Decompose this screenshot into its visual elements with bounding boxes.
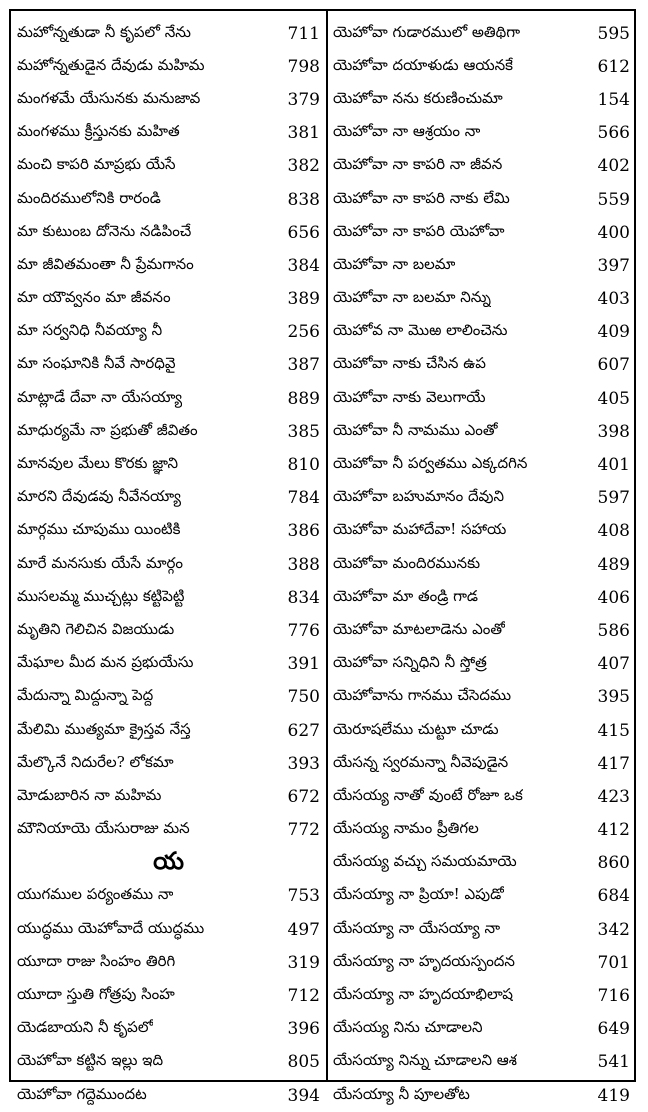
song-number: 489 bbox=[597, 554, 630, 575]
song-title: మంగళమే యేసునకు మనుజావ bbox=[17, 88, 201, 107]
index-entry bbox=[333, 581, 630, 614]
index-entry bbox=[17, 648, 320, 681]
index-entry bbox=[333, 17, 630, 50]
index-entry bbox=[17, 415, 320, 448]
song-title: మంచి కాపరి మాప్రభు యేసే bbox=[17, 155, 176, 174]
song-title: మేల్కొనే నిదురేల? లోకమా bbox=[17, 752, 174, 771]
song-number: 860 bbox=[597, 853, 630, 874]
index-entry bbox=[17, 515, 320, 548]
index-entry bbox=[17, 614, 320, 647]
song-number: 407 bbox=[597, 654, 630, 675]
song-title: మేఘాల మీద మన ప్రభుయేసు bbox=[17, 653, 194, 672]
index-entry bbox=[333, 515, 630, 548]
song-number: 419 bbox=[597, 1085, 630, 1106]
index-entry bbox=[333, 847, 630, 880]
index-entry bbox=[17, 117, 320, 150]
song-title: యూదా స్తుతి గోత్రపు సింహ bbox=[17, 985, 175, 1004]
song-number: 701 bbox=[597, 952, 630, 973]
index-entry bbox=[17, 548, 320, 581]
index-entry bbox=[333, 1013, 630, 1046]
index-entry bbox=[17, 283, 320, 316]
index-entry bbox=[17, 482, 320, 515]
index-entry bbox=[333, 349, 630, 382]
song-number: 406 bbox=[597, 587, 630, 608]
song-title: యెహోవా నాకు వెలుగాయే bbox=[333, 387, 486, 406]
index-entry bbox=[17, 814, 320, 847]
song-title: యెరూషలేము చుట్టూ చూడు bbox=[333, 719, 499, 738]
song-title: యేసయ్య నాతో వుంటే రోజూ ఒక bbox=[333, 785, 523, 804]
song-number: 798 bbox=[287, 56, 320, 77]
song-number: 342 bbox=[597, 919, 630, 940]
song-number: 656 bbox=[287, 222, 320, 243]
index-entry bbox=[333, 946, 630, 979]
song-title: యుగముల పర్యంతము నా bbox=[17, 885, 174, 904]
index-entry bbox=[333, 614, 630, 647]
song-number: 672 bbox=[287, 786, 320, 807]
index-entry bbox=[17, 150, 320, 183]
song-number: 612 bbox=[597, 56, 630, 77]
song-title: యెహోవా నను కరుణించుమా bbox=[333, 88, 503, 107]
index-entry bbox=[333, 880, 630, 913]
song-title: యేసన్న స్వరమన్నా నీవెపుడైన bbox=[333, 752, 509, 771]
song-number: 388 bbox=[287, 554, 320, 575]
song-title: యెహోవా నాకు చేసిన ఉప bbox=[333, 354, 486, 373]
song-number: 776 bbox=[287, 620, 320, 641]
index-entry bbox=[333, 780, 630, 813]
index-entry bbox=[333, 150, 630, 183]
song-number: 412 bbox=[597, 820, 630, 841]
song-number: 397 bbox=[597, 255, 630, 276]
song-number: 154 bbox=[597, 89, 630, 110]
index-entry bbox=[333, 117, 630, 150]
index-entry bbox=[333, 747, 630, 780]
column-divider bbox=[326, 11, 328, 1080]
song-number: 402 bbox=[597, 156, 630, 177]
song-number: 415 bbox=[597, 720, 630, 741]
song-title: మందిరములోనికి రారండి bbox=[17, 188, 161, 207]
song-number: 391 bbox=[287, 654, 320, 675]
song-number: 401 bbox=[597, 455, 630, 476]
song-title: యెహోవాను గానము చేసెదము bbox=[333, 686, 512, 705]
song-title: మహోన్నతుడా నీ కృపలో నేను bbox=[17, 22, 191, 41]
song-title: మార్గము చూపుము యింటికి bbox=[17, 520, 181, 539]
index-entry bbox=[333, 316, 630, 349]
song-number: 417 bbox=[597, 753, 630, 774]
song-title: యేసయ్యా నా హృదయాభిలాష bbox=[333, 985, 513, 1004]
song-title: యెహోవా నా కాపరి యెహోవా bbox=[333, 221, 505, 240]
song-title: యెహోవా కట్టిన ఇల్లు ఇది bbox=[17, 1051, 164, 1070]
song-number: 379 bbox=[287, 89, 320, 110]
index-entry bbox=[17, 448, 320, 481]
song-number: 711 bbox=[287, 23, 320, 44]
index-entry bbox=[17, 1013, 320, 1046]
index-entry bbox=[17, 1079, 320, 1112]
song-number: 889 bbox=[287, 388, 320, 409]
song-number: 541 bbox=[597, 1052, 630, 1073]
index-entry bbox=[333, 283, 630, 316]
song-number: 497 bbox=[287, 919, 320, 940]
index-entry bbox=[17, 581, 320, 614]
song-title: యెహోవా సన్నిధిని నీ స్తోత్ర bbox=[333, 653, 487, 672]
index-entry bbox=[17, 83, 320, 116]
index-entry bbox=[333, 382, 630, 415]
index-entry bbox=[17, 913, 320, 946]
song-title: యెహోవా మందిరమునకు bbox=[333, 553, 481, 572]
song-number: 387 bbox=[287, 355, 320, 376]
song-number: 595 bbox=[597, 23, 630, 44]
song-title: యేసయ్యా నిన్ను చూడాలని ఆశ bbox=[333, 1051, 517, 1070]
index-entry bbox=[17, 880, 320, 913]
song-number: 382 bbox=[287, 156, 320, 177]
index-entry bbox=[17, 183, 320, 216]
index-entry bbox=[333, 50, 630, 83]
song-number: 684 bbox=[597, 886, 630, 907]
index-entry bbox=[333, 482, 630, 515]
song-number: 256 bbox=[287, 322, 320, 343]
song-title: యెహోవా మహాదేవా! సహాయ bbox=[333, 520, 507, 539]
song-title: మా సంఘానికి నీవే సారధివై bbox=[17, 354, 176, 373]
index-table bbox=[9, 9, 636, 1106]
song-title: మేదున్నా మిద్దున్నా పెద్ద bbox=[17, 686, 154, 705]
song-number: 586 bbox=[597, 620, 630, 641]
index-entry bbox=[333, 681, 630, 714]
song-title: మంగళము క్రీస్తునకు మహిత bbox=[17, 122, 180, 141]
song-number: 395 bbox=[597, 687, 630, 708]
song-title: మౌనియాయె యేసురాజు మన bbox=[17, 819, 190, 838]
index-entry bbox=[17, 1046, 320, 1079]
song-title: మారే మనసుకు యేసే మార్గం bbox=[17, 553, 184, 572]
song-title: యెహోవా మా తండ్రి గాడ bbox=[333, 586, 479, 605]
song-number: 772 bbox=[287, 820, 320, 841]
song-title: మా జీవితమంతా నీ ప్రేమగానం bbox=[17, 254, 194, 273]
index-entry bbox=[333, 83, 630, 116]
song-title: మహోన్నతుడైన దేవుడు మహిమ bbox=[17, 55, 205, 74]
song-number: 716 bbox=[597, 986, 630, 1007]
song-title: యెడబాయని నీ కృపలో bbox=[17, 1018, 154, 1037]
song-number: 386 bbox=[287, 521, 320, 542]
song-title: యేసయ్యా నా ప్రియా! ఎపుడో bbox=[333, 885, 504, 904]
song-number: 838 bbox=[287, 189, 320, 210]
song-title: యెహోవా నీ పర్వతము ఎక్కదగిన bbox=[333, 454, 528, 473]
index-entry bbox=[333, 548, 630, 581]
index-entry bbox=[17, 216, 320, 249]
song-title: యెహోవా గుడారములో అతిథిగా bbox=[333, 22, 521, 41]
song-title: యెహోవా దయాళుడు ఆయనకే bbox=[333, 55, 513, 74]
index-entry bbox=[333, 216, 630, 249]
song-title: యెహోవా నా బలమా నిన్ను bbox=[333, 288, 491, 307]
song-title: యెహోవా నీ నామము ఎంతో bbox=[333, 420, 498, 439]
song-number: 834 bbox=[287, 587, 320, 608]
song-number: 400 bbox=[597, 222, 630, 243]
song-number: 319 bbox=[287, 952, 320, 973]
song-title: మారని దేవుడవు నీవేనయ్యా bbox=[17, 487, 181, 506]
song-number: 393 bbox=[287, 753, 320, 774]
song-number: 559 bbox=[597, 189, 630, 210]
index-entry bbox=[17, 747, 320, 780]
song-title: మా సర్వనిధి నీవయ్యా నీ bbox=[17, 321, 163, 340]
index-entry bbox=[17, 946, 320, 979]
song-number: 649 bbox=[597, 1019, 630, 1040]
index-entry bbox=[333, 415, 630, 448]
song-number: 423 bbox=[597, 786, 630, 807]
song-title: యేసయ్య నామం ప్రీతిగల bbox=[333, 819, 479, 838]
left-column bbox=[17, 17, 320, 1112]
song-title: యెహోవా నా కాపరి నా జీవన bbox=[333, 155, 503, 174]
song-number: 396 bbox=[287, 1019, 320, 1040]
song-title: యేసయ్యా నీ పూలతోట bbox=[333, 1084, 470, 1103]
song-title: మా యౌవ్వనం మా జీవనం bbox=[17, 288, 171, 307]
song-title: యెహోవా గద్దెముందట bbox=[17, 1084, 147, 1103]
song-number: 394 bbox=[287, 1085, 320, 1106]
song-title: మానవుల మేలు కొరకు జ్ఞాని bbox=[17, 454, 179, 473]
song-number: 566 bbox=[597, 123, 630, 144]
song-title: మోడుబారిన నా మహిమ bbox=[17, 785, 162, 804]
song-number: 607 bbox=[597, 355, 630, 376]
song-title: యూదా రాజు సింహం తిరిగి bbox=[17, 951, 176, 970]
index-entry bbox=[17, 681, 320, 714]
song-title: మృతిని గెలిచిన విజయుడు bbox=[17, 619, 175, 638]
song-title: యేసయ్యా నా హృదయస్పందన bbox=[333, 951, 515, 970]
index-entry bbox=[333, 979, 630, 1012]
index-entry bbox=[333, 1046, 630, 1079]
song-number: 408 bbox=[597, 521, 630, 542]
index-entry bbox=[333, 648, 630, 681]
song-title: మాట్లాడే దేవా నా యేసయ్యా bbox=[17, 387, 183, 406]
song-title: యెహోవ నా మొఱ లాలించెను bbox=[333, 321, 508, 340]
song-number: 384 bbox=[287, 255, 320, 276]
index-entry bbox=[17, 714, 320, 747]
index-entry bbox=[333, 249, 630, 282]
index-entry bbox=[333, 913, 630, 946]
index-entry bbox=[333, 183, 630, 216]
song-number: 753 bbox=[287, 886, 320, 907]
right-column bbox=[333, 17, 630, 1112]
index-entry bbox=[333, 814, 630, 847]
index-entry bbox=[17, 17, 320, 50]
song-title: యేసయ్య నిను చూడాలని bbox=[333, 1018, 483, 1037]
song-number: 750 bbox=[287, 687, 320, 708]
song-title: మా కుటుంబ దోనెను నడిపించే bbox=[17, 221, 192, 240]
index-entry bbox=[17, 50, 320, 83]
song-title: యెహోవా బహుమానం దేవుని bbox=[333, 487, 505, 506]
song-number: 784 bbox=[287, 488, 320, 509]
index-entry bbox=[17, 249, 320, 282]
index-entry bbox=[17, 780, 320, 813]
index-entry bbox=[17, 349, 320, 382]
index-entry bbox=[17, 382, 320, 415]
song-title: యెహోవా నా బలమా bbox=[333, 254, 456, 273]
song-title: యేసయ్యా నా యేసయ్యా నా bbox=[333, 918, 501, 937]
song-title: మాధుర్యమే నా ప్రభుతో జీవితం bbox=[17, 420, 198, 439]
song-number: 627 bbox=[287, 720, 320, 741]
index-entry bbox=[333, 1079, 630, 1112]
index-entry bbox=[333, 448, 630, 481]
song-title: ముసలమ్మ ముచ్చట్లు కట్టిపెట్టి bbox=[17, 586, 185, 605]
song-title: యుద్ధము యెహోవాదే యుద్ధము bbox=[17, 918, 205, 937]
song-number: 597 bbox=[597, 488, 630, 509]
song-number: 805 bbox=[287, 1052, 320, 1073]
song-number: 409 bbox=[597, 322, 630, 343]
song-title: యెహోవా నా ఆశ్రయం నా bbox=[333, 122, 481, 141]
song-title: మేలిమి ముత్యమా క్రైస్తవ నేస్త bbox=[17, 719, 191, 738]
song-number: 810 bbox=[287, 455, 320, 476]
index-entry bbox=[333, 714, 630, 747]
song-number: 385 bbox=[287, 421, 320, 442]
section-heading: య bbox=[153, 846, 184, 875]
song-number: 405 bbox=[597, 388, 630, 409]
index-entry bbox=[17, 316, 320, 349]
song-title: యెహోవా నా కాపరి నాకు లేమి bbox=[333, 188, 510, 207]
song-title: యెహోవా మాటలాడెను ఎంతో bbox=[333, 619, 505, 638]
song-number: 398 bbox=[597, 421, 630, 442]
song-number: 381 bbox=[287, 123, 320, 144]
song-number: 389 bbox=[287, 289, 320, 310]
song-number: 403 bbox=[597, 289, 630, 310]
index-entry bbox=[17, 979, 320, 1012]
song-number: 712 bbox=[287, 986, 320, 1007]
song-title: యేసయ్య వచ్చు సమయమాయె bbox=[333, 852, 517, 871]
